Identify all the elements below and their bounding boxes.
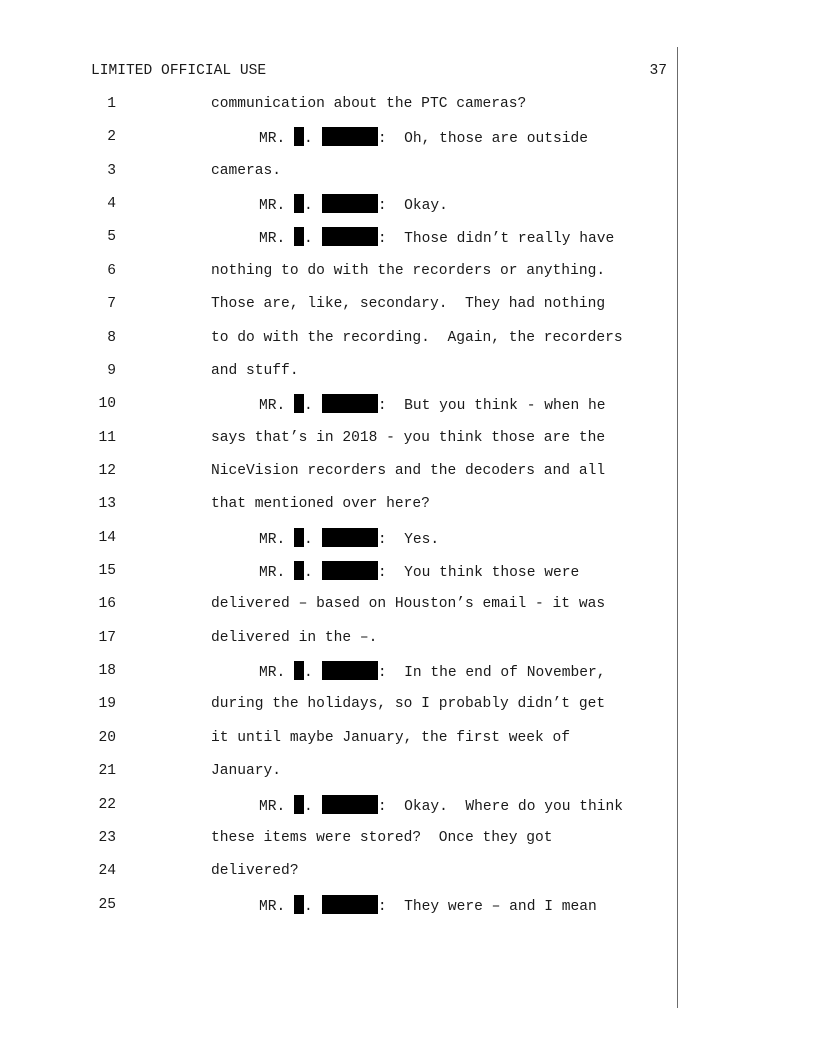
speaker-prefix: MR.	[259, 798, 286, 815]
line-number: 21	[98, 763, 116, 780]
line-body: : Yes.	[377, 531, 440, 548]
line-number: 20	[98, 729, 116, 746]
redaction-surname	[322, 394, 378, 413]
redaction-surname	[322, 127, 378, 146]
speaker-prefix: MR.	[259, 198, 286, 215]
transcript-line	[0, 394, 816, 427]
line-number: 24	[98, 863, 116, 880]
line-body: to do with the recording. Again, the recorders	[211, 329, 623, 346]
transcript-line	[0, 127, 816, 160]
line-number: 11	[98, 429, 116, 446]
line-body: delivered in the –.	[211, 629, 378, 646]
line-body: : Okay. Where do you think	[377, 798, 624, 815]
redaction-initial	[294, 895, 304, 914]
speaker-prefix: MR.	[259, 131, 286, 148]
redaction-initial	[294, 127, 304, 146]
line-text	[211, 261, 605, 281]
line-text: MR. . : You think those were	[259, 561, 579, 583]
line-number: 6	[107, 262, 116, 279]
line-body: communication about the PTC cameras?	[211, 96, 527, 112]
line-text	[211, 161, 281, 181]
line-body: these items were stored? Once they got	[211, 829, 553, 846]
line-body: : In the end of November,	[377, 665, 606, 682]
line-text	[211, 728, 570, 748]
transcript-line	[0, 561, 816, 594]
line-text: MR. . : Okay.	[259, 194, 448, 216]
line-text: MR. . : Okay. Where do you think	[259, 795, 623, 817]
line-number: 22	[98, 796, 116, 813]
line-text	[211, 694, 605, 714]
line-body: NiceVision recorders and the decoders and all	[211, 462, 606, 479]
speaker-prefix: MR.	[259, 898, 286, 915]
line-text	[211, 594, 605, 614]
line-number: 19	[98, 696, 116, 713]
redaction-initial	[294, 227, 304, 246]
redaction-surname	[322, 194, 378, 213]
line-number: 12	[98, 462, 116, 479]
page-number: 37	[649, 63, 667, 79]
redaction-initial	[294, 661, 304, 680]
line-body: : They were – and I mean	[377, 898, 597, 915]
line-body: says that’s in 2018 - you think those are the	[211, 429, 606, 446]
transcript-line	[0, 828, 816, 861]
line-number: 3	[107, 162, 116, 179]
line-body: : But you think - when he	[377, 398, 606, 415]
redaction-initial	[294, 528, 304, 547]
line-number: 23	[98, 829, 116, 846]
transcript-line	[0, 227, 816, 260]
transcript-line	[0, 661, 816, 694]
line-number: 15	[98, 563, 116, 580]
line-text: MR. . : In the end of November,	[259, 661, 606, 683]
line-text: MR. . : They were – and I mean	[259, 895, 597, 917]
speaker-prefix: MR.	[259, 398, 286, 415]
transcript-line	[0, 328, 816, 361]
line-text	[211, 428, 605, 448]
line-number: 16	[98, 596, 116, 613]
redaction-surname	[322, 661, 378, 680]
line-body: nothing to do with the recorders or anything.	[211, 262, 606, 279]
transcript-line	[0, 94, 816, 127]
redaction-initial	[294, 194, 304, 213]
redaction-initial	[294, 394, 304, 413]
line-number: 14	[98, 529, 116, 546]
line-body: it until maybe January, the first week of	[211, 729, 571, 746]
line-body: : Those didn’t really have	[377, 231, 615, 248]
line-number: 13	[98, 496, 116, 513]
line-text	[211, 761, 281, 781]
redaction-surname	[322, 528, 378, 547]
line-text	[211, 461, 605, 481]
line-number: 1	[107, 96, 116, 112]
line-text	[211, 828, 553, 848]
redaction-surname	[322, 795, 378, 814]
line-text	[211, 328, 623, 348]
line-text	[211, 94, 526, 114]
line-number: 18	[98, 663, 116, 680]
line-text: MR. . : Yes.	[259, 528, 439, 550]
redaction-initial	[294, 561, 304, 580]
line-text	[211, 628, 377, 648]
line-number: 5	[107, 229, 116, 246]
line-body: : Okay.	[377, 198, 448, 215]
line-number: 2	[107, 129, 116, 146]
line-text	[211, 361, 299, 381]
line-body: cameras.	[211, 162, 282, 179]
line-text	[211, 294, 605, 314]
line-text	[211, 861, 299, 881]
transcript-line	[0, 161, 816, 194]
speaker-prefix: MR.	[259, 665, 286, 682]
transcript-line	[0, 461, 816, 494]
line-body: : Oh, those are outside	[377, 131, 588, 148]
line-body: January.	[211, 763, 282, 780]
line-number: 17	[98, 629, 116, 646]
line-text: MR. . : Oh, those are outside	[259, 127, 588, 149]
transcript-line	[0, 728, 816, 761]
transcript-line	[0, 861, 816, 894]
line-body: and stuff.	[211, 362, 299, 379]
transcript-line	[0, 261, 816, 294]
line-text	[211, 494, 430, 514]
line-number: 7	[107, 296, 116, 313]
transcript-line	[0, 895, 816, 928]
redaction-surname	[322, 561, 378, 580]
transcript-line	[0, 361, 816, 394]
redaction-initial	[294, 795, 304, 814]
line-body: delivered – based on Houston’s email - it was	[211, 596, 606, 613]
speaker-prefix: MR.	[259, 531, 286, 548]
line-body: : You think those were	[377, 565, 580, 582]
line-text: MR. . : Those didn’t really have	[259, 227, 614, 249]
redaction-surname	[322, 895, 378, 914]
line-body: during the holidays, so I probably didn’t get	[211, 696, 606, 713]
transcript-line	[0, 294, 816, 327]
transcript-line	[0, 194, 816, 227]
line-text: MR. . : But you think - when he	[259, 394, 606, 416]
line-number: 4	[107, 196, 116, 213]
transcript-line	[0, 528, 816, 561]
line-body: Those are, like, secondary. They had nothing	[211, 296, 606, 313]
line-number: 8	[107, 329, 116, 346]
redaction-surname	[322, 227, 378, 246]
transcript-line	[0, 761, 816, 794]
line-number: 10	[98, 396, 116, 413]
transcript-line	[0, 594, 816, 627]
transcript-lines	[0, 94, 816, 928]
line-body: that mentioned over here?	[211, 496, 430, 513]
speaker-prefix: MR.	[259, 231, 286, 248]
line-number: 25	[98, 896, 116, 913]
speaker-prefix: MR.	[259, 565, 286, 582]
transcript-line	[0, 795, 816, 828]
transcript-line	[0, 694, 816, 727]
transcript-line	[0, 494, 816, 527]
line-number: 9	[107, 362, 116, 379]
transcript-line	[0, 428, 816, 461]
classification-header: LIMITED OFFICIAL USE	[91, 63, 267, 79]
line-body: delivered?	[211, 863, 299, 880]
transcript-line	[0, 628, 816, 661]
